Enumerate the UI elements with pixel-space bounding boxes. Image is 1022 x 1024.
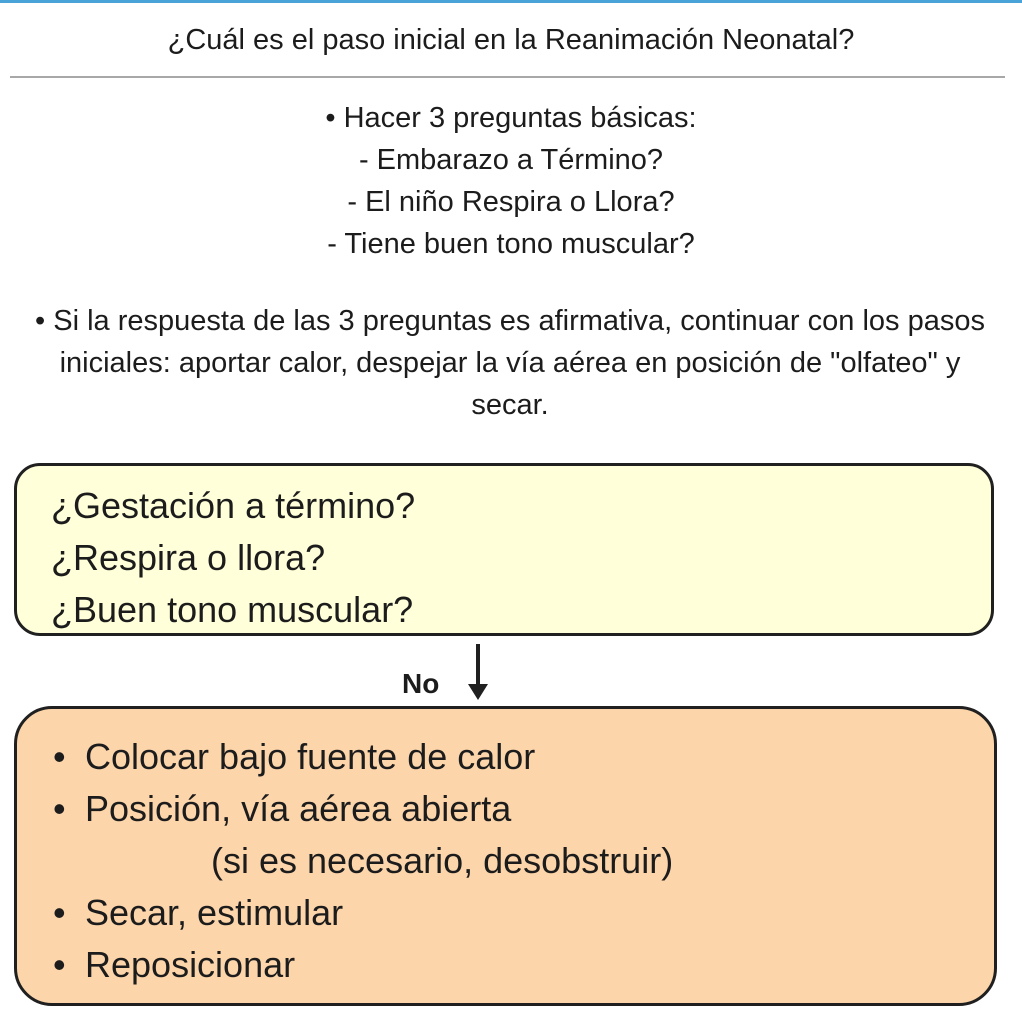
- answer-paragraph: • Si la respuesta de las 3 preguntas es afirmativa, continuar con los pasos iniciales: aportar calor, despejar la vía aérea en posición de "olfateo" y secar.: [35, 305, 985, 421]
- step-item: [53, 887, 994, 939]
- question-item: - Tiene buen tono muscular?: [327, 228, 695, 260]
- page-title: ¿Cuál es el paso inicial en la Reanimación Neonatal?: [167, 24, 855, 56]
- question-box-line: ¿Buen tono muscular?: [51, 589, 414, 630]
- question-box-line: ¿Gestación a término?: [51, 485, 416, 526]
- bullet-icon: •: [53, 788, 66, 829]
- edge-label-no: No: [402, 668, 440, 699]
- question-item: - El niño Respira o Llora?: [347, 186, 675, 218]
- bullet-icon: •: [53, 892, 66, 933]
- step-text: Reposicionar: [85, 944, 296, 985]
- step-note: (si es necesario, desobstruir): [211, 840, 674, 881]
- question-item: - Embarazo a Término?: [358, 144, 664, 176]
- question-box-line: ¿Respira o llora?: [51, 537, 326, 578]
- step-text: Secar, estimular: [85, 892, 344, 933]
- bullet-icon: •: [53, 944, 66, 985]
- step-item: [53, 783, 994, 835]
- questions-block: [0, 97, 1022, 265]
- questions-intro: • Hacer 3 preguntas básicas:: [325, 102, 697, 134]
- step-item: [53, 939, 994, 991]
- top-accent-bar: [0, 0, 1022, 3]
- step-text: Colocar bajo fuente de calor: [85, 736, 536, 777]
- divider: [10, 76, 1005, 78]
- bullet-icon: •: [53, 736, 66, 777]
- question-box: [14, 463, 994, 636]
- steps-box: [14, 706, 997, 1006]
- step-text: Posición, vía aérea abierta: [85, 788, 512, 829]
- down-arrow-icon: [465, 638, 491, 704]
- step-item: [53, 731, 994, 783]
